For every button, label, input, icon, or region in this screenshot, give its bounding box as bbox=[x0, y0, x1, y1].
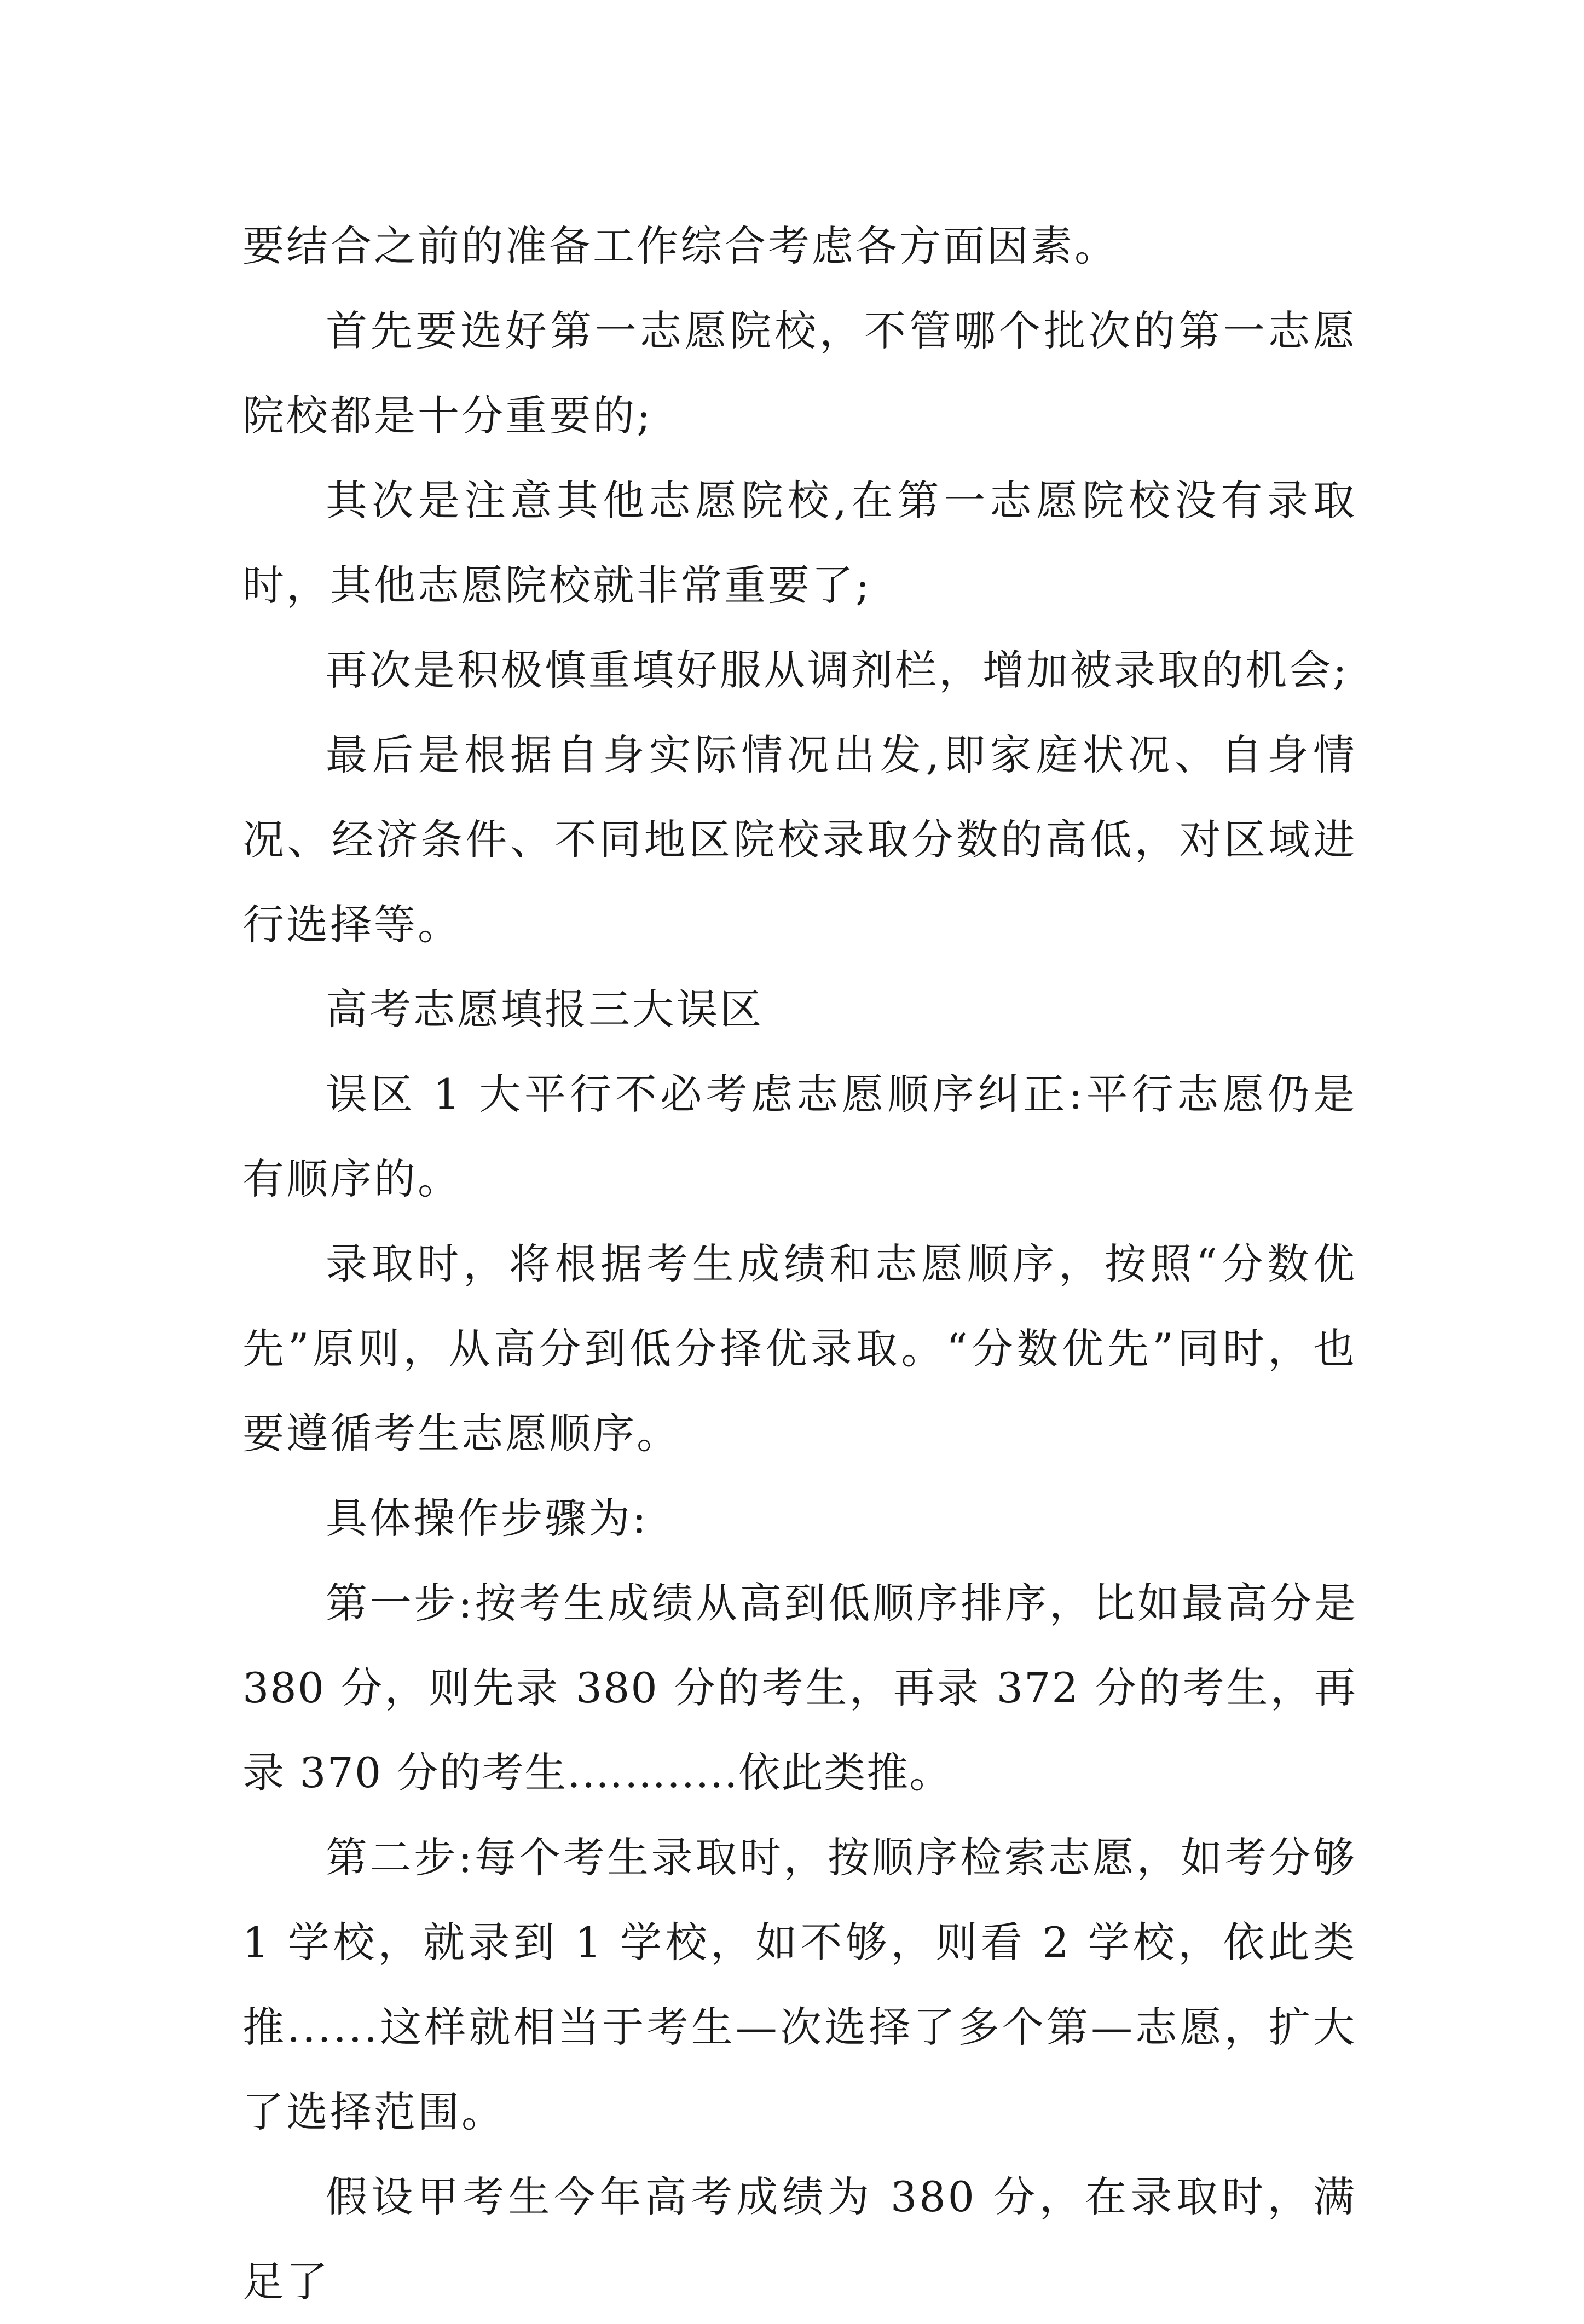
body-text bbox=[242, 204, 1357, 2324]
paragraph: 具体操作步骤为: bbox=[326, 1494, 649, 1543]
paragraph: 其次是注意其他志愿院校,在第一志愿院校没有录取时，其他志愿院校就非常重要了; bbox=[242, 476, 1357, 610]
paragraph: 最后是根据自身实际情况出发,即家庭状况、自身情况、经济条件、不同地区院校录取分数的高低，对区域进行选择等。 bbox=[242, 731, 1357, 949]
paragraph: 再次是积极慎重填好服从调剂栏，增加被录取的机会; bbox=[326, 646, 1349, 694]
paragraph: 第二步:每个考生录取时，按顺序检索志愿，如考分够 1 学校，就录到 1 学校，如不够，则看 2 学校，依此类推......这样就相当于考生—次选择了多个第—志愿，扩大了选择范围。 bbox=[242, 1833, 1357, 2136]
paragraph: 要结合之前的准备工作综合考虑各方面因素。 bbox=[242, 222, 1118, 270]
paragraph: 第一步:按考生成绩从高到低顺序排序，比如最高分是 380 分，则先录 380 分的考生，再录 372 分的考生，再录 370 分的考生.…….....依此类推。 bbox=[242, 1579, 1357, 1797]
paragraph: 误区 1 大平行不必考虑志愿顺序纠正:平行志愿仍是有顺序的。 bbox=[242, 1070, 1357, 1203]
paragraph: 首先要选好第一志愿院校，不管哪个批次的第一志愿院校都是十分重要的; bbox=[242, 306, 1357, 440]
paragraph: 假设甲考生今年高考成绩为 380 分，在录取时，满足了 bbox=[242, 2172, 1357, 2306]
section-heading: 高考志愿填报三大误区 bbox=[326, 985, 764, 1034]
paragraph: 录取时，将根据考生成绩和志愿顺序，按照“分数优先”原则，从高分到低分择优录取。“分数优先”同时，也要遵循考生志愿顺序。 bbox=[242, 1239, 1357, 1458]
